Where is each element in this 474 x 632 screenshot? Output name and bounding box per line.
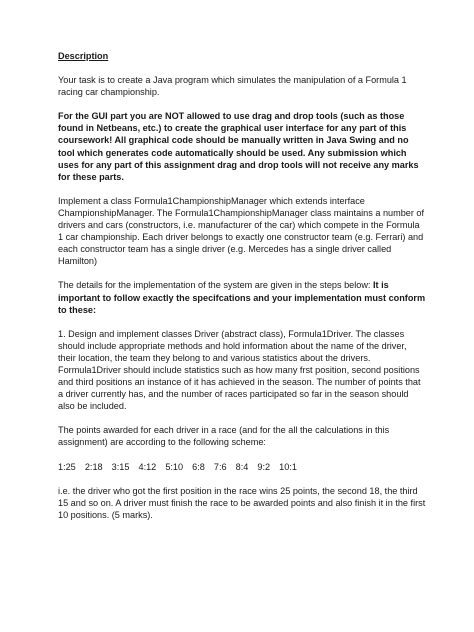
details-paragraph <box>58 279 426 315</box>
points-scheme: 1:25 2:18 3:15 4:12 5:10 6:8 7:6 8:4 9:2 10:1 <box>58 461 297 472</box>
points-intro-paragraph: The points awarded for each driver in a race (and for the all the calculations in this assignment) are according to the following scheme: <box>58 425 390 448</box>
details-emphasis: It is important to follow exactly the specifcations and your implementation must conform to these: <box>58 280 426 315</box>
step-1-paragraph: 1. Design and implement classes Driver (abstract class), Formula1Driver. The classes should include appropriate methods and hold information about the name of the driver, their location, the team they belong to and various statistics about the drivers. Formula1Driver should include statistics such as how many frst position, second positions and third positions an instance of it has achieved in the season. The number of points that a driver currently has, and the number of races participated so far in the season should also be included. <box>58 328 421 412</box>
document-page <box>58 50 426 533</box>
explanation-paragraph: i.e. the driver who got the first position in the race wins 25 points, the second 18, the third 15 and so on. A driver must finish the race to be awarded points and also finish it in the first 10 positions. (5 marks). <box>58 485 426 520</box>
intro-paragraph: Your task is to create a Java program which simulates the manipulation of a Formula 1 racing car championship. <box>58 75 407 98</box>
details-text: The details for the implementation of the system are given in the steps below: <box>58 280 373 291</box>
section-heading: Description <box>58 51 109 61</box>
gui-rule-paragraph: For the GUI part you are NOT allowed to use drag and drop tools (such as those found in Netbeans, etc.) to create the graphical user interface for any part of this coursework! All graphical code should be manually written in Java Swing and no tool which generates code automatically should be used. Any submission which uses for any part of this assignment drag and drop tools will not receive any marks for these parts. <box>58 111 419 182</box>
implement-paragraph: Implement a class Formula1ChampionshipManager which extends interface ChampionshipManager. The Formula1ChampionshipManager class maintains a number of drivers and cars (constructors, i.e. manufacturer of the car) which compete in the Formula 1 car championship. Each driver belongs to exactly one constructor team (e.g. Ferrari) and each constructor team has a single driver (e.g. Mercedes has a single driver called Hamilton) <box>58 195 425 267</box>
